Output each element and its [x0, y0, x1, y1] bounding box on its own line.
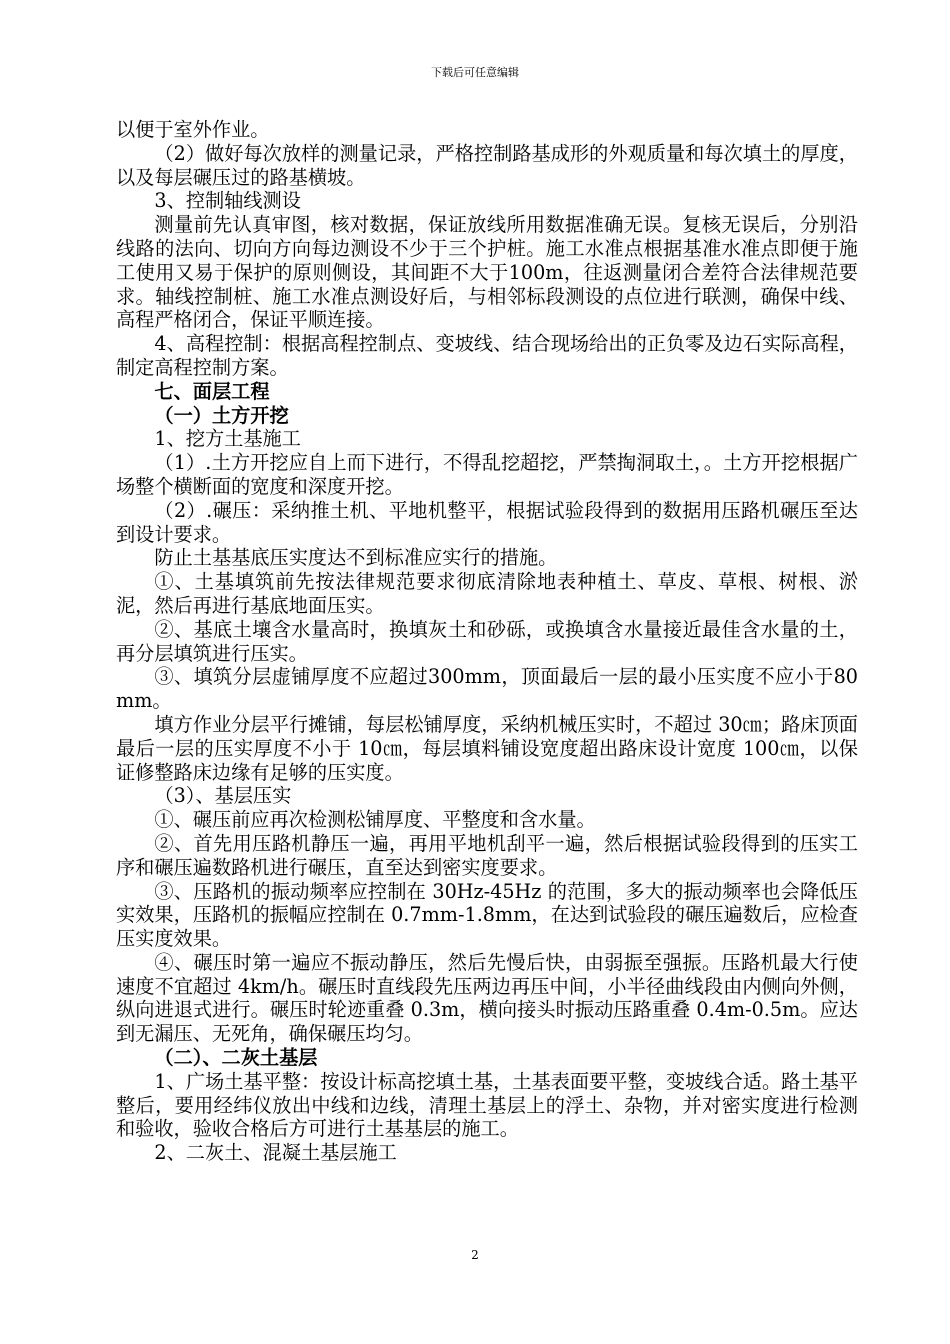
- document-body: [116, 118, 858, 1165]
- body-paragraph: ①、碾压前应再次检测松铺厚度、平整度和含水量。: [154, 808, 596, 832]
- body-paragraph: （3）、基层压实: [154, 784, 292, 808]
- body-paragraph: ②、首先用压路机静压一遍，再用平地机刮平一遍，然后根据试验段得到的压实工序和碾压遍数路机进行碾压，直至达到密实度要求。: [116, 831, 858, 879]
- body-paragraph: ②、基底土壤含水量高时，换填灰土和砂砾，或换填含水量接近最佳含水量的土，再分层填筑进行压实。: [116, 617, 858, 665]
- body-paragraph: 1、挖方土基施工: [154, 427, 301, 451]
- body-paragraph: ③、压路机的振动频率应控制在 30Hz-45Hz 的范围，多大的振动频率也会降低压实效果，压路机的振幅应控制在 0.7mm-1.8mm，在达到试验段的碾压遍数后，应检查压实度效果。: [116, 879, 858, 951]
- body-paragraph: ④、碾压时第一遍应不振动静压，然后先慢后快，由弱振至强振。压路机最大行使速度不宜超过 4km/h。碾压时直线段先压两边再压中间，小半径曲线段由内侧向外侧，纵向进退式进行。碾压时轮迹重叠 0.3m，横向接头时振动压路重叠 0.4m-0.5m。应达到无漏压、无死角，确保碾压均匀。: [116, 950, 858, 1046]
- body-paragraph: 2、二灰土、混凝土基层施工: [154, 1141, 397, 1165]
- section-heading: （一）土方开挖: [154, 403, 289, 427]
- body-paragraph: （2）.碾压：采纳推土机、平地机整平，根据试验段得到的数据用压路机碾压至达到设计要求。: [116, 498, 858, 546]
- body-paragraph: 1、广场土基平整：按设计标高挖填土基，土基表面要平整，变坡线合适。路土基平整后，要用经纬仪放出中线和边线，清理土基层上的浮土、杂物，并对密实度进行检测和验收，验收合格后方可进行土基基层的施工。: [116, 1069, 858, 1141]
- body-paragraph: 以便于室外作业。: [116, 118, 270, 141]
- page-header: 下载后可任意编辑: [431, 66, 519, 79]
- body-paragraph: 防止土基基底压实度达不到标准应实行的措施。: [154, 546, 558, 570]
- body-paragraph: ③、填筑分层虚铺厚度不应超过300mm，顶面最后一层的最小压实度不应小于80mm。: [116, 665, 858, 713]
- body-paragraph: 4、高程控制：根据高程控制点、变坡线、结合现场给出的正负零及边石实际高程，制定高程控制方案。: [116, 332, 858, 379]
- body-paragraph: 3、控制轴线测设: [154, 189, 301, 213]
- body-paragraph: （1）.土方开挖应自上而下进行，不得乱挖超挖，严禁掏洞取土，。土方开挖根据广场整个横断面的宽度和深度开挖。: [116, 451, 858, 498]
- section-heading: （二）、二灰土基层: [154, 1046, 318, 1070]
- body-paragraph: （2）做好每次放样的测量记录，严格控制路基成形的外观质量和每次填土的厚度，以及每层碾压过的路基横坡。: [116, 141, 858, 189]
- body-paragraph: 测量前先认真审图，核对数据，保证放线所用数据准确无误。复核无误后，分别沿线路的法向、切向方向每边测设不少于三个护桩。施工水准点根据基准水准点即便于施工使用又易于保护的原则侧设，其间距不大于100m，往返测量闭合差符合法律规范要求。轴线控制桩、施工水准点测设好后，与相邻标段测设的点位进行联测，确保中线、高程严格闭合，保证平顺连接。: [116, 213, 858, 332]
- section-heading: 七、面层工程: [154, 379, 270, 403]
- body-paragraph: ①、土基填筑前先按法律规范要求彻底清除地表种植土、草皮、草根、树根、淤泥，然后再进行基底地面压实。: [116, 570, 858, 617]
- page-number: 2: [471, 1248, 479, 1262]
- body-paragraph: 填方作业分层平行摊铺，每层松铺厚度，采纳机械压实时，不超过 30㎝；路床顶面最后一层的压实厚度不小于 10㎝，每层填料铺设宽度超出路床设计宽度 100㎝，以保证修整路床边缘有足够的压实度。: [116, 712, 858, 784]
